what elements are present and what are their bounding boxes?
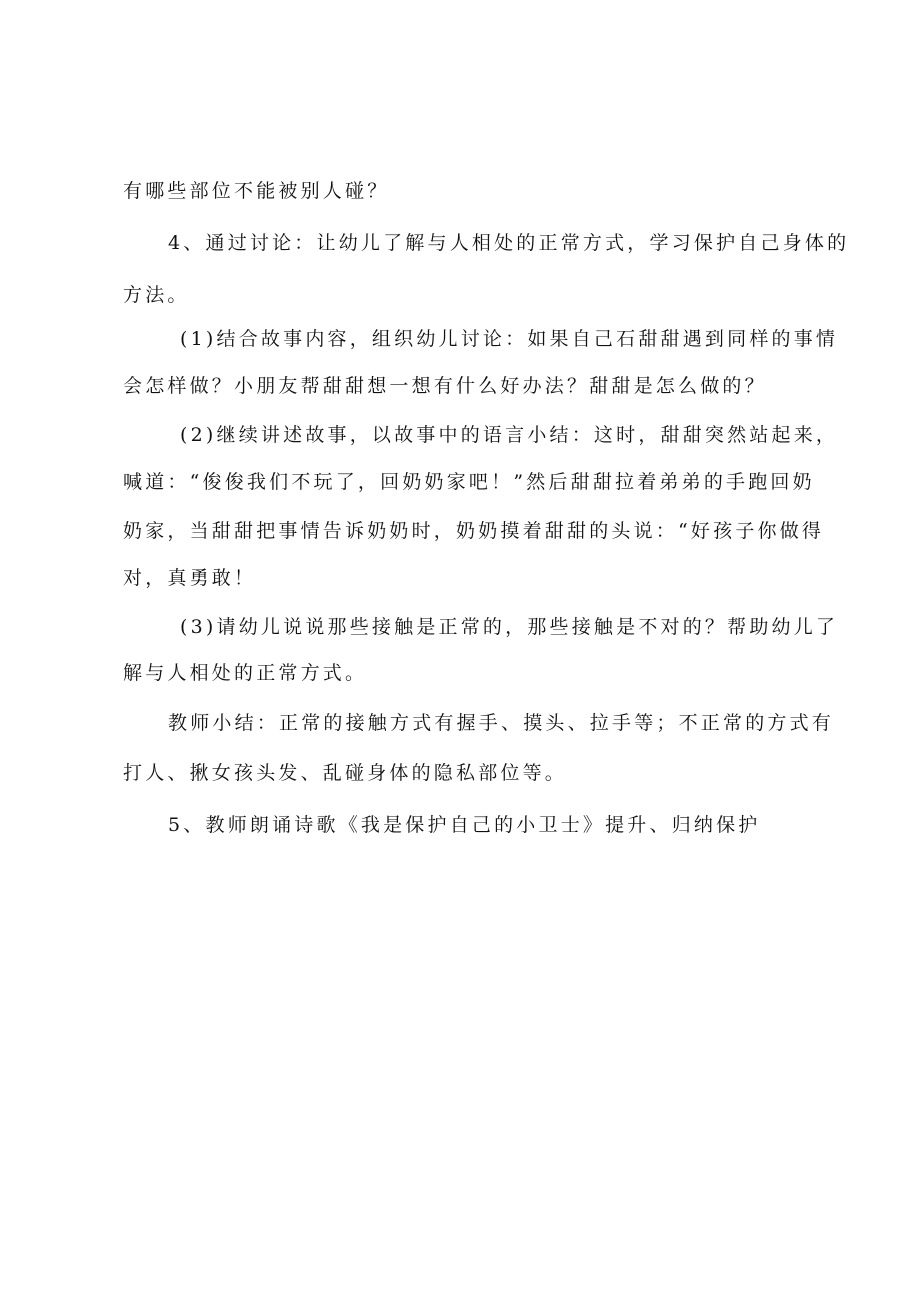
text-line: 会怎样做？小朋友帮甜甜想一想有什么好办法？甜甜是怎么做的？ <box>123 375 767 397</box>
text-line: 喊道：“俊俊我们不玩了，回奶奶家吧！”然后甜甜拉着弟弟的手跑回奶 <box>123 471 815 493</box>
text-line: (2)继续讲述故事，以故事中的语言小结：这时，甜甜突然站起来， <box>180 424 839 446</box>
text-line: (3)请幼儿说说那些接触是正常的，那些接触是不对的？帮助幼儿了 <box>180 616 839 638</box>
text-line: 解与人相处的正常方式。 <box>123 662 368 684</box>
text-line: 4、通过讨论：让幼儿了解与人相处的正常方式，学习保护自己身体的 <box>168 232 850 254</box>
text-line: 方法。 <box>123 284 190 306</box>
text-line: 奶家，当甜甜把事情告诉奶奶时，奶奶摸着甜甜的头说：“好孩子你做得 <box>123 520 825 542</box>
text-line: (1)结合故事内容，组织幼儿讨论：如果自己石甜甜遇到同样的事情 <box>180 328 839 350</box>
text-line: 对，真勇敢！ <box>123 567 257 589</box>
text-line: 有哪些部位不能被别人碰？ <box>123 180 390 202</box>
text-line: 打人、揪女孩头发、乱碰身体的隐私部位等。 <box>123 762 568 784</box>
text-line: 5、教师朗诵诗歌《我是保护自己的小卫士》提升、归纳保护 <box>168 814 761 836</box>
text-line: 教师小结：正常的接触方式有握手、摸头、拉手等；不正常的方式有 <box>168 712 835 734</box>
